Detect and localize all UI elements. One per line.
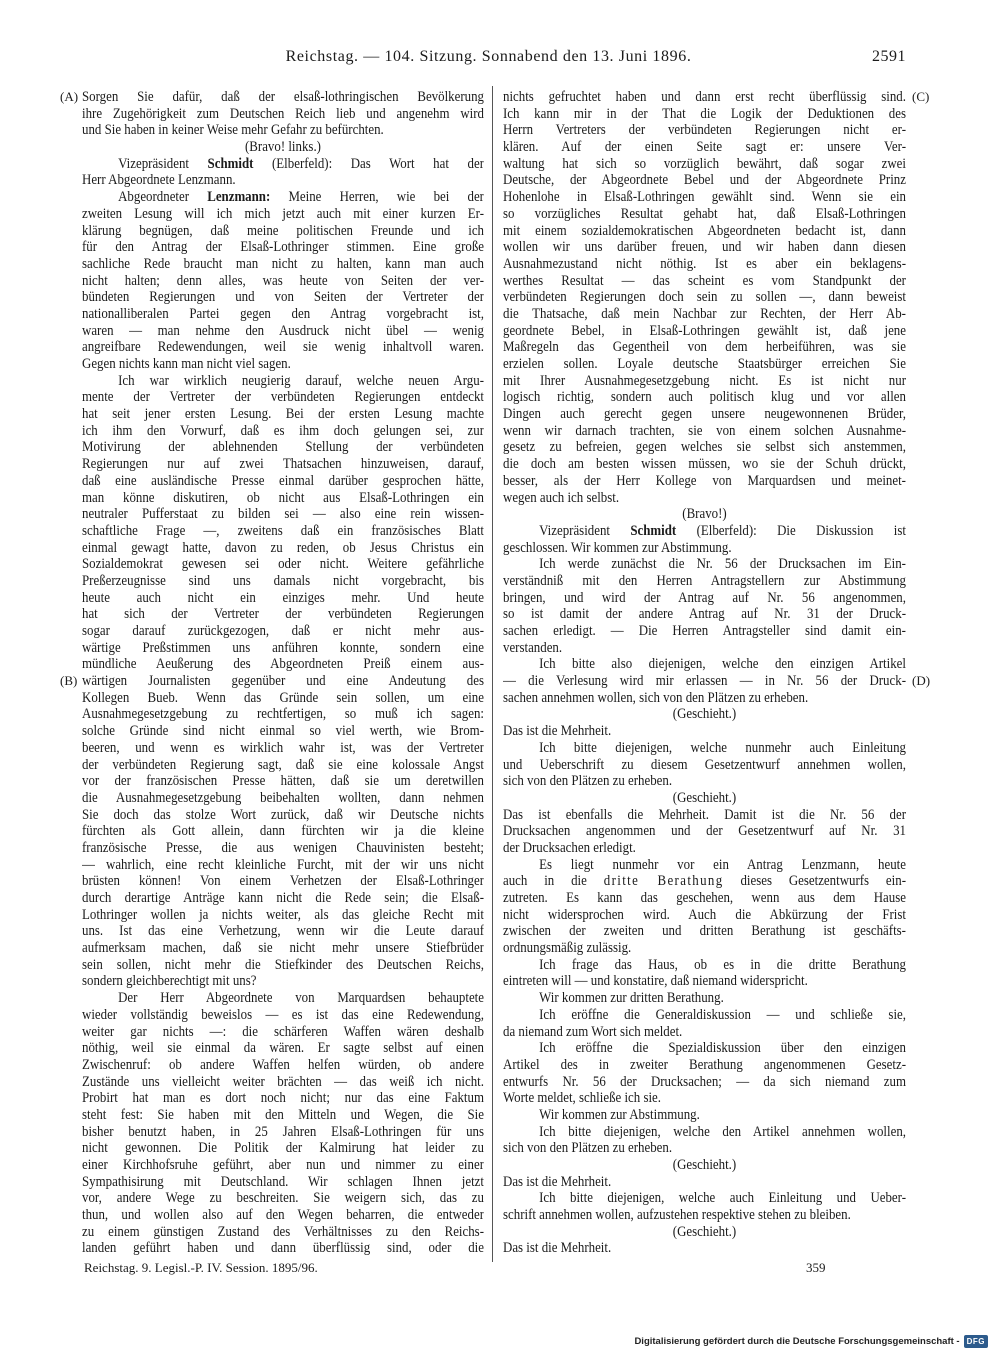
text-line: Sie doch das stolze Wort zurück, daß wir Deutsche nichts	[82, 806, 484, 823]
text-line: einer Kirchhofsruhe geführt, aber nun und nimmer zu einer	[82, 1157, 484, 1173]
text-line: Das ist die Mehrheit.	[503, 723, 612, 740]
text-line: Wir kommen zur dritten Berathung.	[539, 990, 724, 1007]
text-line: Ich eröffne die Spezialdiskussion über den einzigen	[539, 1040, 906, 1057]
text-line: mündliche Aeußerung des Abgeordneten Preiß einem aus-	[82, 656, 484, 673]
text-line: Artikel des in zweiter Berathung angenommenen Gesetz-	[503, 1056, 906, 1073]
text-line: neutraler Pufferstaat zu bilden sei — also eine rein wissen-	[82, 506, 484, 523]
text-line	[503, 873, 906, 890]
text-line: Maßregeln das Gegentheil von dem herbeiführen, was sie	[503, 339, 906, 356]
text-line: so vorzügliches Resultat gehabt hat, daß Elsaß-Lothringen	[503, 205, 906, 222]
text-line: (Geschieht.)	[672, 706, 737, 723]
text-line: thun, und wollen also auf den Wegen beharren, die entweder	[82, 1207, 484, 1224]
text-line: klärung begnügen, daß meine politischen Freunde und ich	[82, 222, 484, 239]
speaker-name: Lenzmann:	[207, 189, 271, 206]
text-line: schaftliche Frage —, zweitens daß ein französisches Blatt	[82, 522, 484, 539]
digitization-credit	[634, 1335, 988, 1348]
text-line: entwurfs Nr. 56 der Drucksachen; — da sich niemand zum	[503, 1073, 906, 1090]
text-line: — die Verlesung wird mir erlassen — in Nr. 56 der Druck-	[503, 673, 906, 690]
text-line: brüsten können! Von einem Verhetzen der Elsaß-Lothringer	[82, 873, 484, 890]
text-run: auch in die	[503, 873, 604, 890]
text-line: (Bravo! links.)	[245, 139, 321, 156]
text-line: bisher benutzt haben, in 25 Jahren Elsaß-Lothringen für uns	[82, 1123, 484, 1140]
margin-marker-b: (B)	[60, 673, 78, 688]
text-line: und Ueberschrift zu diesem Gesetzentwurf annehmen wollen,	[503, 756, 906, 773]
interjection	[503, 506, 906, 523]
sheet-number: 359	[806, 1260, 826, 1275]
text-line: verbündeten Regierungen doch sein zu sollen —, dann beweist	[503, 289, 906, 306]
text-line: (Geschieht.)	[672, 1157, 737, 1173]
paragraph	[503, 1040, 906, 1107]
continued-paragraph	[82, 89, 484, 139]
text-line: Das ist die Mehrheit.	[503, 1173, 612, 1190]
page-number: 2591	[872, 48, 906, 65]
text-line: sondern gleichberechtigt mit uns?	[82, 973, 257, 990]
right-column	[503, 89, 906, 1257]
text-line: Ausnahmegesetzgebung zu rechtfertigen, so muß ich sagen:	[82, 706, 484, 723]
text-line: angreifbare Redewendungen, weil sie wenig inhaltvoll waren.	[82, 339, 484, 356]
text-line: ich ihm den Vorwurf, daß es ihm doch gelungen sei, zur	[82, 422, 484, 439]
interjection	[503, 1157, 906, 1174]
text-line: (Geschieht.)	[672, 1223, 737, 1240]
vote-result	[503, 1240, 906, 1257]
column-rule	[492, 86, 493, 1262]
text-line: Deutsche, der Abgeordnete Bebel und der Abgeordnete Prinz	[503, 172, 906, 189]
text-line: uns. Ist das eine Verhetzung, wenn wir die Leute darauf	[82, 923, 484, 940]
text-line: nöthig, weil sie einmal da wären. Er sagte selbst auf einen	[82, 1040, 484, 1057]
text-line: Kollegen Bueb. Wenn das Gründe sein sollen, um eine	[82, 689, 484, 706]
text-line: Sorgen Sie dafür, daß der elsaß-lothringischen Bevölkerung	[82, 89, 484, 105]
text-line: nicht widersprochen wird. Auch die Abkürzung der Frist	[503, 906, 906, 923]
text-line: zutreten. Es kann das geschehen, wenn aus dem Hause	[503, 890, 906, 906]
text-line	[82, 189, 484, 206]
text-line: Probirt hat man es dort noch nicht; nur das eine Faktum	[82, 1090, 484, 1107]
text-line: hat seit jener ersten Lesung. Bei der ersten Lesung machte	[82, 406, 484, 423]
text-line: die Thatsache, daß mein Nachbar zur Rechten, der Herr Ab-	[503, 305, 906, 322]
text-line: — wahrlich, eine recht kleinliche Furcht, mit der wir uns nicht	[82, 856, 484, 873]
paragraph	[503, 1190, 906, 1223]
text-line: hat sich der Vertreter der verbündeten Regierungen	[82, 606, 484, 623]
text-line: sich von den Plätzen zu erheben.	[503, 773, 673, 790]
text-line: sich von den Plätzen zu erheben.	[503, 1140, 673, 1157]
volume-footer: Reichstag. 9. Legisl.-P. IV. Session. 1895/96.	[84, 1260, 318, 1275]
text-line: wollen wir uns darüber freuen, und wir haben dann diesen	[503, 239, 906, 256]
text-line: Ich frage das Haus, ob es in die dritte Berathung	[539, 956, 906, 973]
text-line: Ich kann mir in der That die Logik der Deduktionen des	[503, 105, 906, 122]
text-line: Ich eröffne die Generaldiskussion — und schließe sie,	[539, 1006, 906, 1023]
text-line: Ausnahmezustand nicht nöthig. Ist es aber ein beklagens-	[503, 255, 906, 272]
dfg-logo: DFG	[964, 1335, 988, 1348]
text-line: Ich bitte diejenigen, welche auch Einleitung und Ueber-	[539, 1190, 906, 1207]
text-line: Preßerzeugnisse sind uns damals nicht vorgebracht, bis	[82, 572, 484, 589]
text-line: mit Ihrer Ausnahmegesetzgebung nicht. Es ist nicht nur	[503, 372, 906, 389]
text-line: daß eine ausländische Presse einmal darüber gesprochen hätte,	[82, 472, 484, 489]
text-line: und Sie haben in keiner Weise mehr Gefahr zu befürchten.	[82, 122, 384, 139]
interjection	[503, 706, 906, 723]
text-line: Sympathisirung mit Deutschland. Wir schlagen Ihnen jetzt	[82, 1173, 484, 1190]
text-line: durch derartige Anträge kann nicht die Rede sein; die Elsaß-	[82, 890, 484, 906]
emphasized-phrase: dritte Berathung	[603, 873, 724, 890]
text-line: ihre Zugehörigkeit zum Deutschen Reich lieb und angenehm wird	[82, 105, 484, 122]
text-line: verständniß mit den Herren Antragstellern zur Abstimmung	[503, 572, 906, 589]
margin-marker-c: (C)	[912, 89, 930, 104]
text-line: solche Gründe sind nicht einmal so viel werth, wie Brom-	[82, 723, 484, 740]
text-line: heute auch nicht ein einziges mehr. Und heute	[82, 589, 484, 606]
text-line: da niemand zum Wort sich meldet.	[503, 1023, 683, 1040]
vote-result	[503, 723, 906, 740]
text-line: sachen annehmen wollen, sich von den Plätzen zu erheben.	[503, 689, 809, 706]
text-line: gesetz zu befreien, gegen welches sie selbst sich anstemmen,	[503, 439, 906, 456]
margin-marker-d: (D)	[912, 673, 931, 688]
text-line: sogar darauf zurückgezogen, daß er nicht mehr aus-	[82, 623, 484, 639]
text-line: wieder vollständig beweislos — es ist das eine Redewendung,	[82, 1006, 484, 1023]
margin-marker-a: (A)	[60, 89, 79, 104]
text-line: fürchten als Gott allein, dann fürchten wir ja die kleine	[82, 823, 484, 840]
text-line: nichts gefruchtet haben und dann erst recht überflüssig sind.	[503, 89, 906, 105]
text-line: der verbündeten Regierung sagt, daß sie eine kolossale Angst	[82, 756, 484, 773]
text-run: Meine Herren, wie bei der	[270, 189, 484, 206]
text-line: zu einem günstigen Zustand des Verhältnisses zu den Reichs-	[82, 1223, 484, 1240]
paragraph	[82, 156, 484, 189]
text-line: der Drucksachen erledigt.	[503, 839, 636, 856]
text-line: ordnungsmäßig zulässig.	[503, 940, 632, 957]
text-line: weiter gar nichts —: die schärferen Waffen wären deshalb	[82, 1023, 484, 1040]
text-line: Der Herr Abgeordnete von Marquardsen behauptete	[118, 990, 484, 1007]
text-line: Es liegt nunmehr vor ein Antrag Lenzmann, heute	[539, 856, 906, 873]
text-line: die Ausnahmegesetzgebung beibehalten wollten, dann nehmen	[82, 789, 484, 806]
text-line: so ist damit der andere Antrag auf Nr. 31 der Druck-	[503, 606, 906, 623]
funding-note: Digitalisierung gefördert durch die Deutsche Forschungsgemeinschaft -	[634, 1336, 960, 1347]
paragraph	[503, 857, 906, 957]
paragraph	[503, 1124, 906, 1157]
text-line: beeren, und wenn es wirklich wahr ist, was der Vertreter	[82, 739, 484, 756]
text-run: (Elberfeld): Die Diskussion ist	[676, 522, 906, 539]
text-line: landen geführt haben und dann überflüssig sind, oder die	[82, 1240, 484, 1257]
interjection	[503, 1224, 906, 1241]
text-line: Lothringer wollen ja nichts weiter, als das gleiche Recht mit	[82, 906, 484, 923]
text-line: wärtige Preßstimmen uns anführen konnte, sondern eine	[82, 639, 484, 656]
text-run: dieses Gesetzentwurfs ein-	[723, 873, 906, 890]
paragraph	[503, 1107, 906, 1124]
text-line: Wir kommen zur Abstimmung.	[539, 1106, 700, 1123]
paragraph	[503, 656, 906, 706]
text-line: mente der Vertreter der verbündeten Regierungen entdeckt	[82, 389, 484, 406]
text-line: die doch am besten wissen müssen, wo sie der Schuh drückt,	[503, 456, 906, 473]
text-line: wegen auch ich selbst.	[503, 489, 620, 506]
text-line: (Geschieht.)	[672, 789, 737, 806]
paragraph	[82, 990, 484, 1257]
text-line: mit einem sozialdemokratischen Abgeordneten bedacht ist, dann	[503, 222, 906, 239]
text-line: für den Antrag der Elsaß-Lothringer stimmen. Eine große	[82, 239, 484, 256]
text-line: verstanden.	[503, 639, 563, 656]
speaker-name: Schmidt	[207, 155, 254, 172]
text-line: schrift annehmen wollen, aufzustehen respektive stehen zu bleiben.	[503, 1207, 851, 1224]
text-line: Herrn Vertreters der verbündeten Regierungen nicht er-	[503, 122, 906, 139]
text-line: wenn wir darnach trachten, sie von einem solchen Ausnahme-	[503, 422, 906, 439]
vote-result	[503, 1174, 906, 1191]
text-line: Ich war wirklich neugierig darauf, welche neuen Argu-	[118, 372, 484, 389]
text-line: klären. Auf der einen Seite sagt er: unsere Ver-	[503, 139, 906, 156]
text-line: bündeten Regierungen und von Seiten der Vertreter der	[82, 289, 484, 306]
text-line: waren — man nehme den Ausdruck nicht übel — wenig	[82, 322, 484, 339]
text-line: Drucksachen angenommen und der Gesetzentwurf auf Nr. 31	[503, 823, 906, 840]
text-line: Das ist ebenfalls die Mehrheit. Damit ist die Nr. 56 der	[503, 806, 906, 823]
text-line: Ich bitte also diejenigen, welche den einzigen Artikel	[539, 656, 906, 673]
text-line	[503, 523, 906, 540]
text-line: Dingen auch gerecht gegen unsere neugewonnenen Brüder,	[503, 406, 906, 423]
paragraph	[503, 1007, 906, 1040]
text-line: erzielen sollen. Loyale deutsche Staatsbürger erreichen Sie	[503, 356, 906, 372]
text-line: französische Presse, die aus wenigen Chauvinisten besteht;	[82, 839, 484, 856]
text-line: Ich bitte diejenigen, welche nunmehr auch Einleitung	[539, 739, 906, 756]
text-line: geordnete Bebel, in Elsaß-Lothringen gewählt ist, daß jene	[503, 322, 906, 339]
text-line: aufmerksam machen, daß sie nicht mehr unsere Stiefbrüder	[82, 940, 484, 957]
text-line: vor, andere Wege zu beschreiten. Sie weigern sich, das zu	[82, 1190, 484, 1207]
paragraph	[503, 990, 906, 1007]
text-line: (Bravo!)	[682, 506, 727, 523]
left-column	[82, 89, 484, 1257]
text-line: Ich werde zunächst die Nr. 56 der Drucksachen im Ein-	[539, 556, 906, 573]
text-run: Vizepräsident	[539, 522, 631, 539]
text-line	[82, 156, 484, 173]
text-run: Vizepräsident	[118, 155, 208, 172]
running-head: Reichstag. — 104. Sitzung. Sonnabend den 13. Juni 1896.	[285, 48, 692, 65]
text-line: Regierungen nur auf zwei Thatsachen hinzuweisen, darauf,	[82, 456, 484, 473]
text-line: Gegen nichts kann man nicht viel sagen.	[82, 356, 291, 372]
text-line: bringen, und wird der Antrag auf Nr. 56 angenommen,	[503, 589, 906, 606]
text-line: logisch richtig, sondern auch politisch klug und vor allen	[503, 389, 906, 406]
text-run: Abgeordneter	[118, 189, 208, 206]
text-line: waltung hat sich so vorzüglich bewährt, daß sogar zwei	[503, 155, 906, 172]
vote-result	[503, 807, 906, 857]
text-line: wärtigen Journalisten gegenüber und eine Andeutung des	[82, 673, 484, 690]
text-line: vor der französischen Presse hätten, daß sie um deretwillen	[82, 773, 484, 790]
text-line: eintreten will — und konstatire, daß niemand widerspricht.	[503, 973, 808, 990]
text-line: Sozialdemokrat gewesen sei oder nicht. Weitere gefährliche	[82, 556, 484, 573]
text-line: sachen erledigt. — Die Herren Antragsteller sind damit ein-	[503, 623, 906, 639]
paragraph	[503, 740, 906, 790]
text-line: geschlossen. Wir kommen zur Abstimmung.	[503, 539, 732, 556]
text-line: nicht gewonnen. Die Politik der Kalmirung hat leider zu	[82, 1140, 484, 1157]
text-line: zwischen der zweiten und dritten Berathung ist geschäfts-	[503, 923, 906, 940]
paragraph	[503, 523, 906, 556]
text-line: sein sollen, nicht mehr die Stiefkinder des Deutschen Reichs,	[82, 956, 484, 973]
text-line: Herr Abgeordnete Lenzmann.	[82, 172, 236, 189]
interjection	[503, 790, 906, 807]
text-line: sachliche Rede braucht man nicht zu halten, kann man auch	[82, 255, 484, 272]
text-line: man könne diskutiren, ob nicht aus Elsaß-Lothringen ein	[82, 489, 484, 506]
paragraph	[503, 556, 906, 656]
text-line: nicht halten; denn alles, was heute von Seiten der ver-	[82, 272, 484, 289]
text-line: werthes Resultat — das scheint es vom Standpunkt der	[503, 272, 906, 289]
speaker-name: Schmidt	[630, 522, 677, 539]
text-line: nationalliberalen Partei gegen den Antrag vorgebracht ist,	[82, 305, 484, 322]
continued-paragraph	[503, 89, 906, 506]
text-line: Motivirung der ablehnenden Stellung der verbündeten	[82, 439, 484, 456]
text-line: Ich bitte diejenigen, welche den Artikel annehmen wollen,	[539, 1123, 906, 1140]
paragraph	[82, 189, 484, 373]
text-line: einmal gewagt hatte, davon zu reden, ob Jesus Christus ein	[82, 539, 484, 556]
text-line: Zustände uns vielleicht weiter brächten — das weiß ich nicht.	[82, 1073, 484, 1090]
paragraph	[82, 373, 484, 990]
text-run: (Elberfeld): Das Wort hat der	[253, 155, 484, 172]
text-line: Worte meldet, schließe ich sie.	[503, 1090, 662, 1107]
interjection	[82, 139, 484, 156]
text-line: Hohenlohe in Elsaß-Lothringen gewählt sind. Wenn sie ein	[503, 189, 906, 206]
text-line: besser, als der Herr Kollege von Marquardsen und meinet-	[503, 472, 906, 489]
text-line: Zwischenruf: ob andere Waffen helfen würden, ob andere	[82, 1056, 484, 1073]
text-line: Das ist die Mehrheit.	[503, 1240, 612, 1257]
paragraph	[503, 957, 906, 990]
text-line: steht fest: Sie haben mit den Mitteln und Wegen, die Sie	[82, 1106, 484, 1123]
text-line: zweiten Lesung will ich mich jetzt auch mit einer kurzen Er-	[82, 205, 484, 222]
